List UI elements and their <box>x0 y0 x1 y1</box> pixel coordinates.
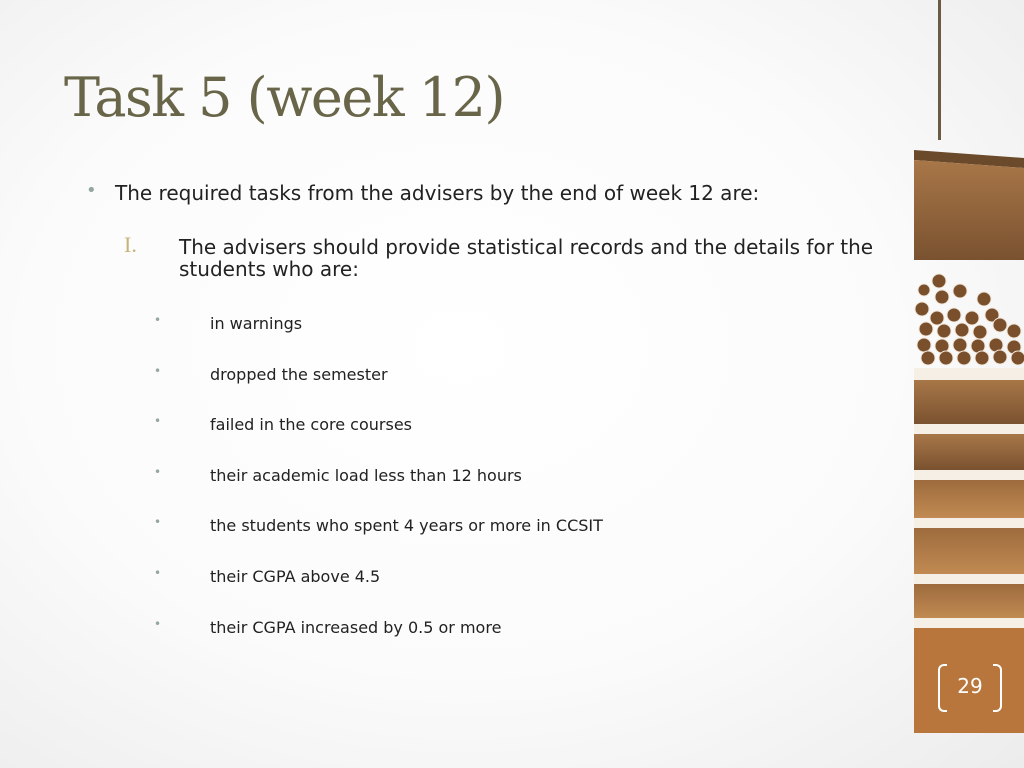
list-item-text: their CGPA above 4.5 <box>210 567 381 586</box>
roman-numeral: I. <box>124 232 137 257</box>
list-item-text: the students who spent 4 years or more in CCSIT <box>210 516 603 535</box>
bullet-dot-icon: • <box>154 566 162 580</box>
list-item-text: failed in the core courses <box>210 415 412 434</box>
bullet-dot-icon: • <box>154 313 162 327</box>
bullet-dot-icon: • <box>154 414 162 428</box>
list-item-text: their academic load less than 12 hours <box>210 466 522 485</box>
numbered-item-text: The advisers should provide statistical records and the details for the students who are: <box>179 235 874 281</box>
bullet-dot-icon: • <box>154 515 162 529</box>
right-brace-icon <box>993 664 1002 712</box>
bullet-dot-icon: • <box>86 180 97 201</box>
bullet-level1-text: The required tasks from the advisers by the end of week 12 are: <box>115 181 760 205</box>
page-number <box>938 664 1002 710</box>
bullet-dot-icon: • <box>154 465 162 479</box>
list-item-text: dropped the semester <box>210 365 388 384</box>
building-decoration-image <box>914 0 1024 733</box>
bullet-dot-icon: • <box>154 617 162 631</box>
list-item-text: their CGPA increased by 0.5 or more <box>210 618 502 637</box>
page-number-text: 29 <box>957 674 983 698</box>
bullet-dot-icon: • <box>154 364 162 378</box>
list-item-text: in warnings <box>210 314 303 333</box>
slide-title: Task 5 (week 12) <box>64 66 505 129</box>
